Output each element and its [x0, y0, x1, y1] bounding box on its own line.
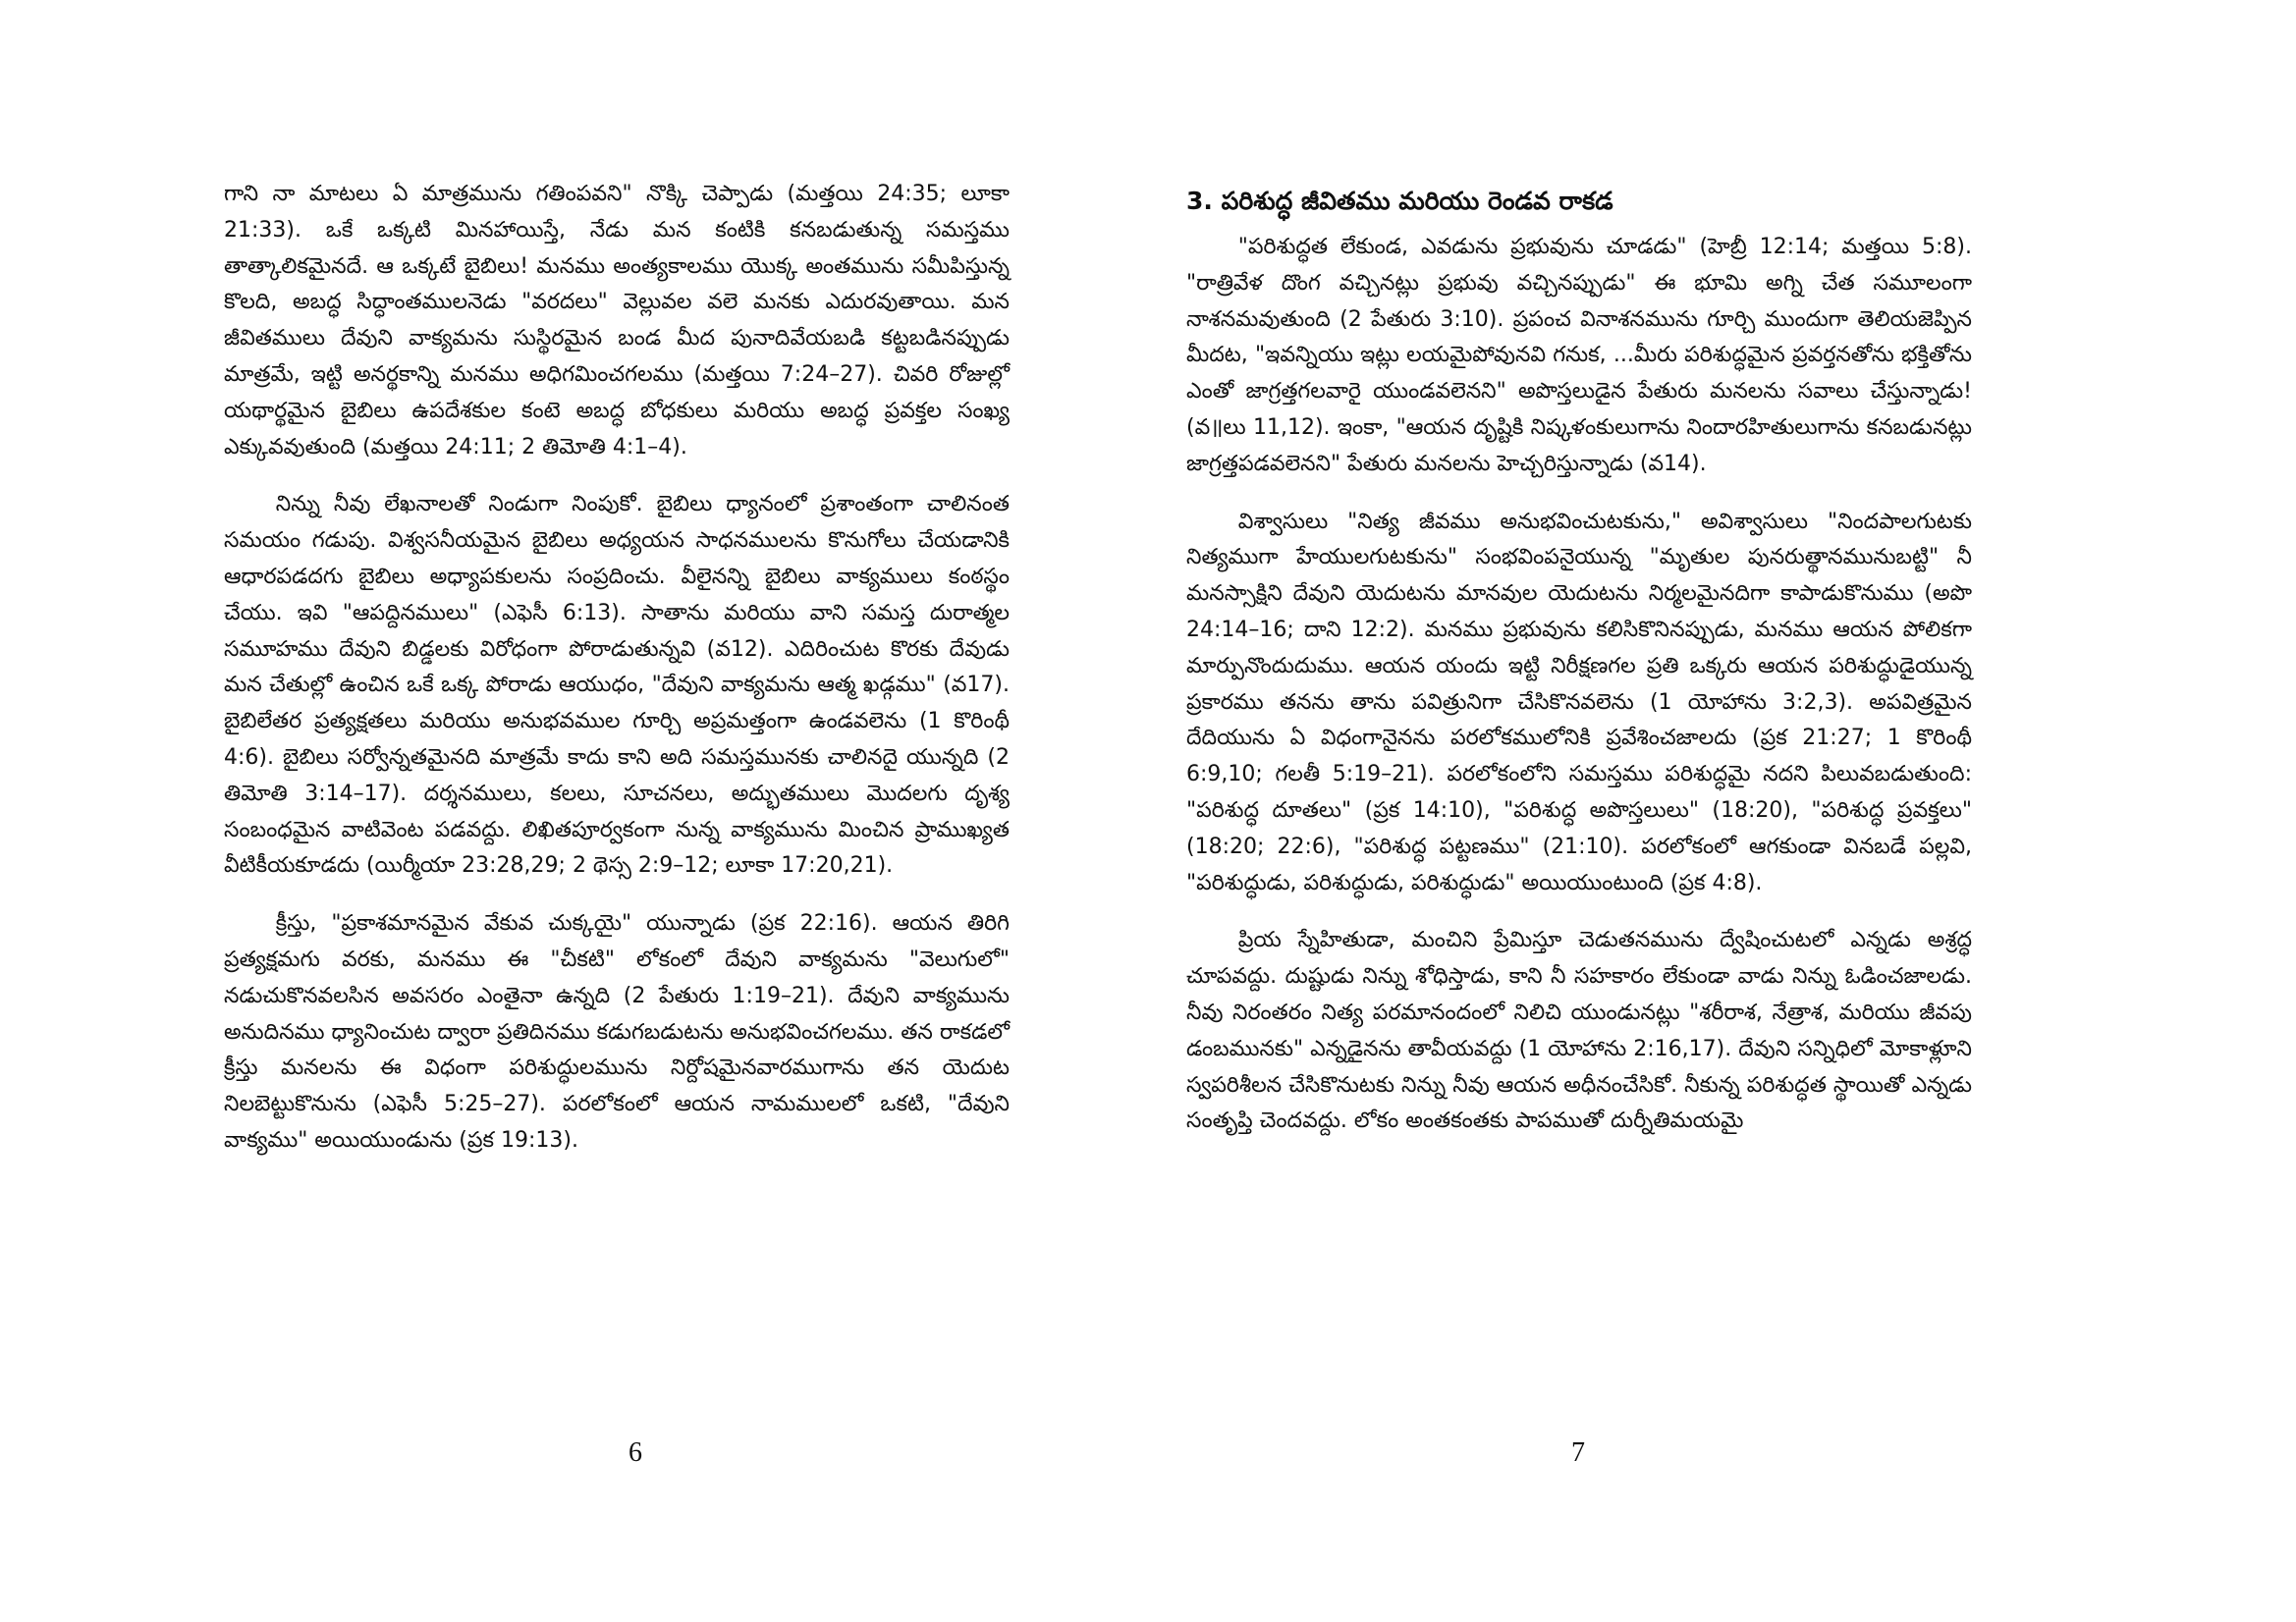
- right-page: [1186, 177, 1972, 1162]
- left-paragraph-1: గాని నా మాటలు ఏ మాత్రమును గతింపవని" నొక్కి చెప్పాడు (మత్తయి 24:35; లూకా 21:33). ఒకే ఒక్కటి మినహాయిస్తే, నేడు మన కంటికి కనబడుతున్న సమస్తము తాత్కాలికమైనదే. ఆ ఒక్కటే బైబిలు! మనము అంత్యకాలము యొక్క అంతమును సమీపిస్తున్న కొలది, అబద్ధ సిద్ధాంతములనెడు "వరదలు" వెల్లువల వలె మనకు ఎదురవుతాయి. మన జీవితములు దేవుని వాక్యమను సుస్థిరమైన బండ మీద పునాదివేయబడి కట్టబడినప్పుడు మాత్రమే, ఇట్టి అనర్థకాన్ని మనము అధిగమించగలము (మత్తయి 7:24–27). చివరి రోజుల్లో యథార్థమైన బైబిలు ఉపదేశకుల కంటె అబద్ధ బోధకులు మరియు అబద్ధ ప్రవక్తల సంఖ్య ఎక్కువవుతుంది (మత్తయి 24:11; 2 తిమోతి 4:1–4).: [224, 182, 1010, 460]
- left-paragraph-3: క్రీస్తు, "ప్రకాశమానమైన వేకువ చుక్కయై" యున్నాడు (ప్రక 22:16). ఆయన తిరిగి ప్రత్యక్షమగు వరకు, మనము ఈ "చీకటి" లోకంలో దేవుని వాక్యమను "వెలుగులో" నడుచుకొనవలసిన అవసరం ఎంతైనా ఉన్నది (2 పేతురు 1:19–21). దేవుని వాక్యమును అనుదినము ధ్యానించుట ద్వారా ప్రతిదినము కడుగబడుటను అనుభవించగలము. తన రాకడలో క్రీస్తు మనలను ఈ విధంగా పరిశుద్ధులమును నిర్దోషమైనవారముగాను తన యెదుట నిలబెట్టుకొనును (ఎఫెసీ 5:25–27). పరలోకంలో ఆయన నామములలో ఒకటి, "దేవుని వాక్యము" అయియుండును (ప్రక 19:13).: [224, 911, 1010, 1153]
- right-paragraph-2: విశ్వాసులు "నిత్య జీవము అనుభవించుటకును," అవిశ్వాసులు "నిందపాలగుటకు నిత్యముగా హేయులగుటకును" సంభవింపనైయున్న "మృతుల పునరుత్థానమునుబట్టి" నీ మనస్సాక్షిని దేవుని యెదుటను మానవుల యెదుటను నిర్మలమైనదిగా కాపాడుకొనుము (అపొ 24:14–16; దాని 12:2). మనము ప్రభువును కలిసికొనినప్పుడు, మనము ఆయన పోలికగా మార్పునొందుదుము. ఆయన యందు ఇట్టి నిరీక్షణగల ప్రతి ఒక్కరు ఆయన పరిశుద్ధుడైయున్న ప్రకారము తనను తాను పవిత్రునిగా చేసికొనవలెను (1 యోహాను 3:2,3). అపవిత్రమైన దేదియును ఏ విధంగానైనను పరలోకములోనికి ప్రవేశించజాలదు (ప్రక 21:27; 1 కొరింథీ 6:9,10; గలతీ 5:19–21). పరలోకంలోని సమస్తము పరిశుద్ధమై నదని పిలువబడుతుంది: "పరిశుద్ధ దూతలు" (ప్రక 14:10), "పరిశుద్ధ అపొస్తలులు" (18:20), "పరిశుద్ధ ప్రవక్తలు" (18:20; 22:6), "పరిశుద్ధ పట్టణము" (21:10). పరలోకంలో ఆగకుండా వినబడే పల్లవి, "పరిశుద్ధుడు, పరిశుద్ధుడు, పరిశుద్ధుడు" అయియుంటుంది (ప్రక 4:8).: [1186, 509, 1973, 895]
- left-paragraph-2: నిన్ను నీవు లేఖనాలతో నిండుగా నింపుకో. బైబిలు ధ్యానంలో ప్రశాంతంగా చాలినంత సమయం గడుపు. విశ్వసనీయమైన బైబిలు అధ్యయన సాధనములను కొనుగోలు చేయడానికి ఆధారపడదగు బైబిలు అధ్యాపకులను సంప్రదించు. వీలైనన్ని బైబిలు వాక్యములు కంఠస్థం చేయు. ఇవి "ఆపద్దినములు" (ఎఫెసీ 6:13). సాతాను మరియు వాని సమస్త దురాత్మల సమూహము దేవుని బిడ్డలకు విరోధంగా పోరాడుతున్నవి (వ12). ఎదిరించుట కొరకు దేవుడు మన చేతుల్లో ఉంచిన ఒకే ఒక్క పోరాడు ఆయుధం, "దేవుని వాక్యమను ఆత్మ ఖడ్గము" (వ17). బైబిలేతర ప్రత్యక్షతలు మరియు అనుభవముల గూర్చి అప్రమత్తంగా ఉండవలెను (1 కొరింథీ 4:6). బైబిలు సర్వోన్నతమైనది మాత్రమే కాదు కాని అది సమస్తమునకు చాలినదై యున్నది (2 తిమోతి 3:14–17). దర్శనములు, కలలు, సూచనలు, అద్భుతములు మొదలగు దృశ్య సంబంధమైన వాటివెంట పడవద్దు. లిఖితపూర్వకంగా నున్న వాక్యమును మించిన ప్రాముఖ్యత వీటికీయకూడదు (యిర్మీయా 23:28,29; 2 థెస్స 2:9–12; లూకా 17:20,21).: [224, 492, 1010, 879]
- section-heading: 3. పరిశుద్ధ జీవితము మరియు రెండవ రాకడ: [1186, 187, 1613, 215]
- right-paragraph-1: "పరిశుద్ధత లేకుండ, ఎవడును ప్రభువును చూడడు" (హెబ్రీ 12:14; మత్తయి 5:8). "రాత్రివేళ దొంగ వచ్చినట్లు ప్రభువు వచ్చినప్పుడు" ఈ భూమి అగ్ని చేత సమూలంగా నాశనమవుతుంది (2 పేతురు 3:10). ప్రపంచ వినాశనమును గూర్చి ముందుగా తెలియజెప్పిన మీదట, "ఇవన్నియు ఇట్లు లయమైపోవునవి గనుక, ...మీరు పరిశుద్ధమైన ప్రవర్తనతోను భక్తితోను ఎంతో జాగ్రత్తగలవారై యుండవలెనని" అపొస్తలుడైన పేతురు మనలను సవాలు చేస్తున్నాడు! (వ॥లు 11,12). ఇంకా, "ఆయన దృష్టికి నిష్కళంకులుగాను నిందారహితులుగాను కనబడునట్లు జాగ్రత్తపడవలెనని" పేతురు మనలను హెచ్చరిస్తున్నాడు (వ14).: [1186, 235, 1972, 476]
- page-number-right: 7: [1571, 1437, 1585, 1468]
- left-page: [224, 177, 1010, 1181]
- right-paragraph-3: ప్రియ స్నేహితుడా, మంచిని ప్రేమిస్తూ చెడుతనమును ద్వేషించుటలో ఎన్నడు అశ్రద్ధ చూపవద్దు. దుష్టుడు నిన్ను శోధిస్తాడు, కాని నీ సహకారం లేకుండా వాడు నిన్ను ఓడించజాలడు. నీవు నిరంతరం నిత్య పరమానందంలో నిలిచి యుండునట్లు "శరీరాశ, నేత్రాశ, మరియు జీవపు డంబమునకు" ఎన్నడైనను తావీయవద్దు (1 యోహాను 2:16,17). దేవుని సన్నిధిలో మోకాళ్లూని స్వపరిశీలన చేసికొనుటకు నిన్ను నీవు ఆయన అధీనంచేసికో. నీకున్న పరిశుద్ధత స్థాయితో ఎన్నడు సంతృప్తి చెందవద్దు. లోకం అంతకంతకు పాపముతో దుర్నీతిమయమై: [1186, 928, 1972, 1134]
- page-number-left: 6: [629, 1437, 642, 1468]
